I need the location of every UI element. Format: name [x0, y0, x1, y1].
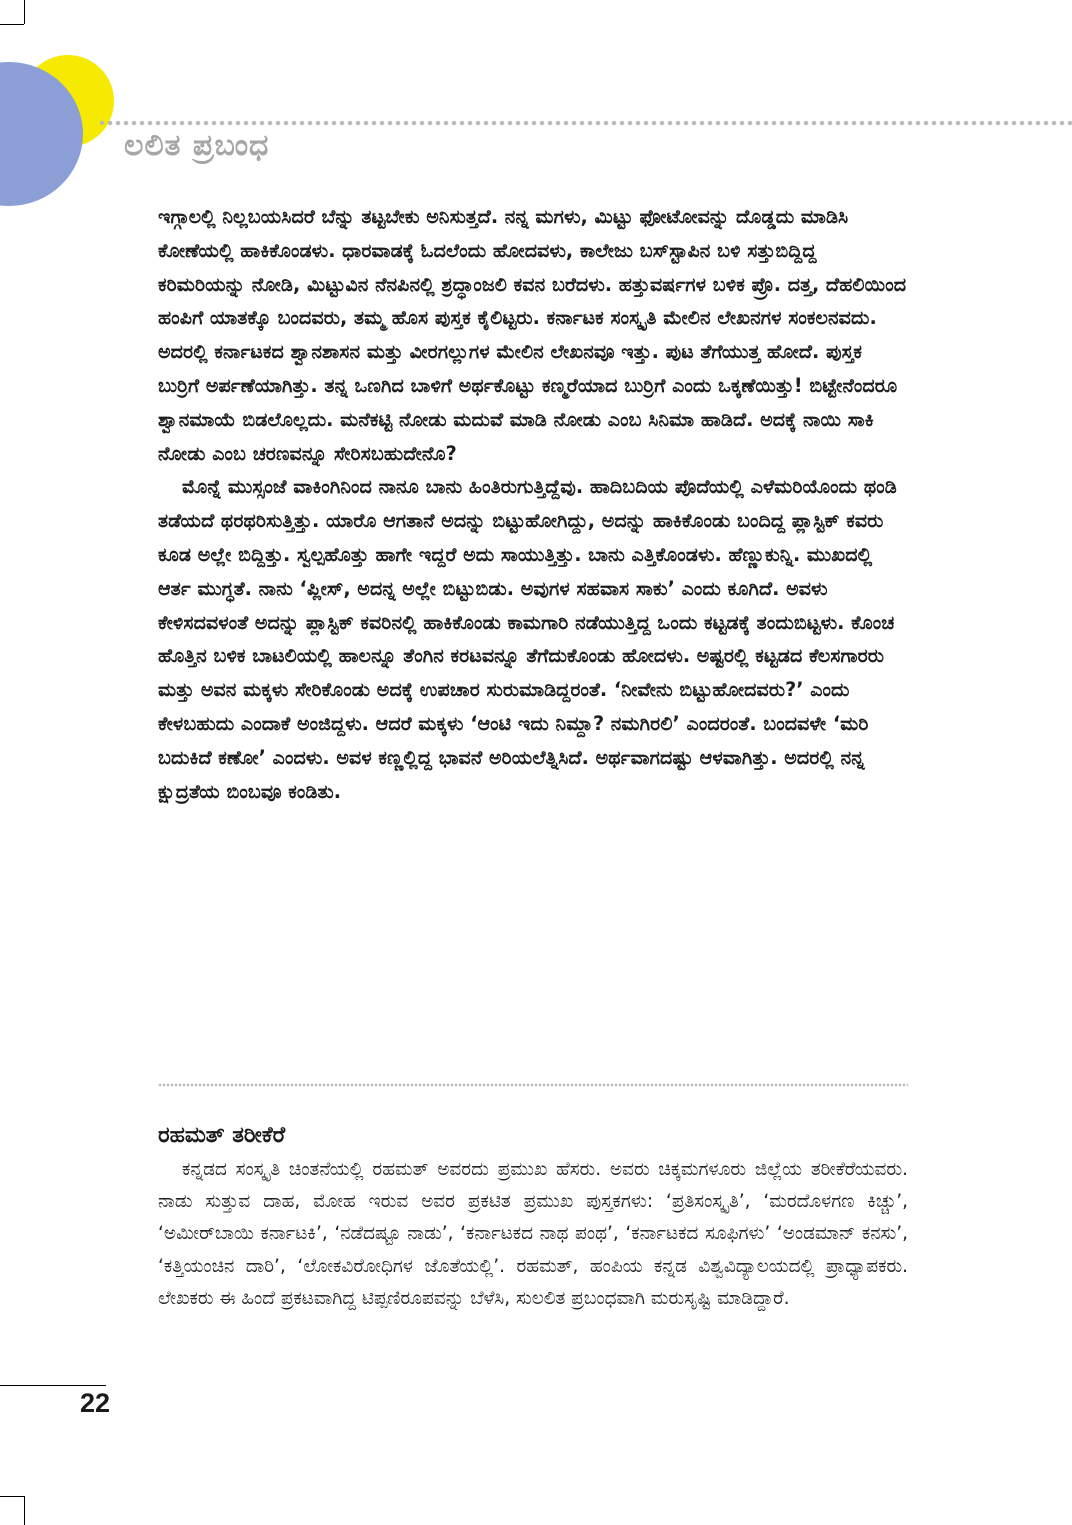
author-name: ರಹಮತ್ ತರೀಕೆರೆ: [158, 1123, 286, 1148]
dotted-separator: [158, 1083, 908, 1087]
essay-body: [158, 200, 908, 808]
essay-paragraph: ಮೊನ್ನೆ ಮುಸ್ಸಂಜೆ ವಾಕಿಂಗಿನಿಂದ ನಾನೂ ಬಾನು ಹಿಂತಿರುಗುತ್ತಿದ್ದೆವು. ಹಾದಿಬದಿಯ ಪೊದೆಯಲ್ಲಿ ಎಳೆಮರಿಯೊಂದು ಥಂಡಿ ತಡೆಯದೆ ಥರಥರಿಸುತ್ತಿತ್ತು. ಯಾರೊ ಆಗತಾನೆ ಅದನ್ನು ಬಿಟ್ಟುಹೋಗಿದ್ದು, ಅದನ್ನು ಹಾಕಿಕೊಂಡು ಬಂದಿದ್ದ ಪ್ಲಾಸ್ಟಿಕ್ ಕವರು ಕೂಡ ಅಲ್ಲೇ ಬಿದ್ದಿತ್ತು. ಸ್ವಲ್ಪಹೊತ್ತು ಹಾಗೇ ಇದ್ದರೆ ಅದು ಸಾಯುತ್ತಿತ್ತು. ಬಾನು ಎತ್ತಿಕೊಂಡಳು. ಹೆಣ್ಣುಕುನ್ನಿ. ಮುಖದಲ್ಲಿ ಆರ್ತ ಮುಗ್ಧತೆ. ನಾನು ‘ಪ್ಲೀಸ್, ಅದನ್ನ ಅಲ್ಲೇ ಬಿಟ್ಟುಬಿಡು. ಅವುಗಳ ಸಹವಾಸ ಸಾಕು’ ಎಂದು ಕೂಗಿದೆ. ಅವಳು ಕೇಳಿಸದವಳಂತೆ ಅದನ್ನು ಪ್ಲಾಸ್ಟಿಕ್ ಕವರಿನಲ್ಲಿ ಹಾಕಿಕೊಂಡು ಕಾಮಗಾರಿ ನಡೆಯುತ್ತಿದ್ದ ಒಂದು ಕಟ್ಟಡಕ್ಕೆ ತಂದುಬಿಟ್ಟಳು. ಕೊಂಚ ಹೊತ್ತಿನ ಬಳಿಕ ಬಾಟಲಿಯಲ್ಲಿ ಹಾಲನ್ನೂ ತೆಂಗಿನ ಕರಟವನ್ನೂ ತೆಗೆದುಕೊಂಡು ಹೋದಳು. ಅಷ್ಟರಲ್ಲಿ ಕಟ್ಟಡದ ಕೆಲಸಗಾರರು ಮತ್ತು ಅವನ ಮಕ್ಕಳು ಸೇರಿಕೊಂಡು ಅದಕ್ಕೆ ಉಪಚಾರ ಸುರುಮಾಡಿದ್ದರಂತೆ. ‘ನೀವೇನು ಬಿಟ್ಟುಹೋದವರು?’ ಎಂದು ಕೇಳಬಹುದು ಎಂದಾಕೆ ಅಂಜಿದ್ದಳು. ಆದರೆ ಮಕ್ಕಳು ‘ಆಂಟಿ ಇದು ನಿಮ್ದಾ? ನಮಗಿರಲಿ’ ಎಂದರಂತೆ. ಬಂದವಳೇ ‘ಮರಿ ಬದುಕಿದೆ ಕಣೋ’ ಎಂದಳು. ಅವಳ ಕಣ್ಣಲ್ಲಿದ್ದ ಭಾವನೆ ಅರಿಯಲೆತ್ನಿಸಿದೆ. ಅರ್ಥವಾಗದಷ್ಟು ಆಳವಾಗಿತ್ತು. ಅದರಲ್ಲಿ ನನ್ನ ಕ್ಷುದ್ರತೆಯ ಬಿಂಬವೂ ಕಂಡಿತು.: [158, 475, 897, 803]
crop-mark-top: [24, 0, 25, 24]
crop-mark-bottom-h: [0, 1496, 24, 1497]
section-title: ಲಲಿತ ಪ್ರಬಂಧ: [124, 128, 270, 163]
essay-paragraph: ಇಗ್ಗಾಲಲ್ಲಿ ನಿಲ್ಲಬಯಸಿದರೆ ಬೆನ್ನು ತಟ್ಟಬೇಕು ಅನಿಸುತ್ತದೆ. ನನ್ನ ಮಗಳು, ಮಿಟ್ಟು ಫೋಟೋವನ್ನು ದೊಡ್ಡದು ಮಾಡಿಸಿ ಕೋಣೆಯಲ್ಲಿ ಹಾಕಿಕೊಂಡಳು. ಧಾರವಾಡಕ್ಕೆ ಓದಲೆಂದು ಹೋದವಳು, ಕಾಲೇಜು ಬಸ್‌ಸ್ಟಾಪಿನ ಬಳಿ ಸತ್ತುಬಿದ್ದಿದ್ದ ಕರಿಮರಿಯನ್ನು ನೋಡಿ, ಮಿಟ್ಟುವಿನ ನೆನಪಿನಲ್ಲಿ ಶ್ರದ್ಧಾಂಜಲಿ ಕವನ ಬರೆದಳು. ಹತ್ತುವರ್ಷಗಳ ಬಳಿಕ ಪ್ರೊ. ದತ್ತ, ದೆಹಲಿಯಿಂದ ಹಂಪಿಗೆ ಯಾತಕ್ಕೊ ಬಂದವರು, ತಮ್ಮ ಹೊಸ ಪುಸ್ತಕ ಕೈಲಿಟ್ಟರು. ಕರ್ನಾಟಕ ಸಂಸ್ಕೃತಿ ಮೇಲಿನ ಲೇಖನಗಳ ಸಂಕಲನವದು. ಅದರಲ್ಲಿ ಕರ್ನಾಟಕದ ಶ್ವಾನಶಾಸನ ಮತ್ತು ವೀರಗಲ್ಲುಗಳ ಮೇಲಿನ ಲೇಖನವೂ ಇತ್ತು. ಪುಟ ತೆಗೆಯುತ್ತ ಹೋದೆ. ಪುಸ್ತಕ ಬುರ್‍ರಿಗೆ ಅರ್ಪಣೆಯಾಗಿತ್ತು. ತನ್ನ ಒಣಗಿದ ಬಾಳಿಗೆ ಅರ್ಥಕೊಟ್ಟು ಕಣ್ಮರೆಯಾದ ಬುರ್‍ರಿಗೆ ಎಂದು ಒಕ್ಕಣೆಯಿತ್ತು! ಬಿಟ್ಟೇನೆಂದರೂ ಶ್ವಾನಮಾಯೆ ಬಿಡಲೊಲ್ಲದು. ಮನೆಕಟ್ಟಿ ನೋಡು ಮದುವೆ ಮಾಡಿ ನೋಡು ಎಂಬ ಸಿನಿಮಾ ಹಾಡಿದೆ. ಅದಕ್ಕೆ ನಾಯಿ ಸಾಕಿ ನೋಡು ಎಂಬ ಚರಣವನ್ನೂ ಸೇರಿಸಬಹುದೇನೊ?: [158, 205, 907, 465]
author-bio: ಕನ್ನಡದ ಸಂಸ್ಕೃತಿ ಚಿಂತನೆಯಲ್ಲಿ ರಹಮತ್ ಅವರದು ಪ್ರಮುಖ ಹೆಸರು. ಅವರು ಚಿಕ್ಕಮಗಳೂರು ಜಿಲ್ಲೆಯ ತರೀಕೆರೆಯವರು. ನಾಡು ಸುತ್ತುವ ದಾಹ, ಮೋಹ ಇರುವ ಅವರ ಪ್ರಕಟಿತ ಪ್ರಮುಖ ಪುಸ್ತಕಗಳು: ‘ಪ್ರತಿಸಂಸ್ಕೃತಿ’, ‘ಮರದೊಳಗಣ ಕಿಚ್ಚು’, ‘ಅಮೀರ್‌ಬಾಯಿ ಕರ್ನಾಟಕಿ’, ‘ನಡೆದಷ್ಟೂ ನಾಡು’, ‘ಕರ್ನಾಟಕದ ನಾಥ ಪಂಥ’, ‘ಕರ್ನಾಟಕದ ಸೂಫಿಗಳು’ ‘ಅಂಡಮಾನ್ ಕನಸು’, ‘ಕತ್ತಿಯಂಚಿನ ದಾರಿ’, ‘ಲೋಕವಿರೋಧಿಗಳ ಜೊತೆಯಲ್ಲಿ’. ರಹಮತ್, ಹಂಪಿಯ ಕನ್ನಡ ವಿಶ್ವವಿದ್ಯಾಲಯದಲ್ಲಿ ಪ್ರಾಧ್ಯಾಪಕರು. ಲೇಖಕರು ಈ ಹಿಂದೆ ಪ್ರಕಟವಾಗಿದ್ದ ಟಿಪ್ಪಣಿರೂಪವನ್ನು ಬೆಳೆಸಿ, ಸುಲಲಿತ ಪ್ರಬಂಧವಾಗಿ ಮರುಸೃಷ್ಟಿ ಮಾಡಿದ್ದಾರೆ.: [158, 1159, 908, 1309]
page-number-rule: [0, 1385, 106, 1386]
crop-mark-bottom: [24, 1496, 25, 1525]
crop-mark-top-h: [0, 24, 24, 25]
page-number: 22: [80, 1388, 111, 1418]
